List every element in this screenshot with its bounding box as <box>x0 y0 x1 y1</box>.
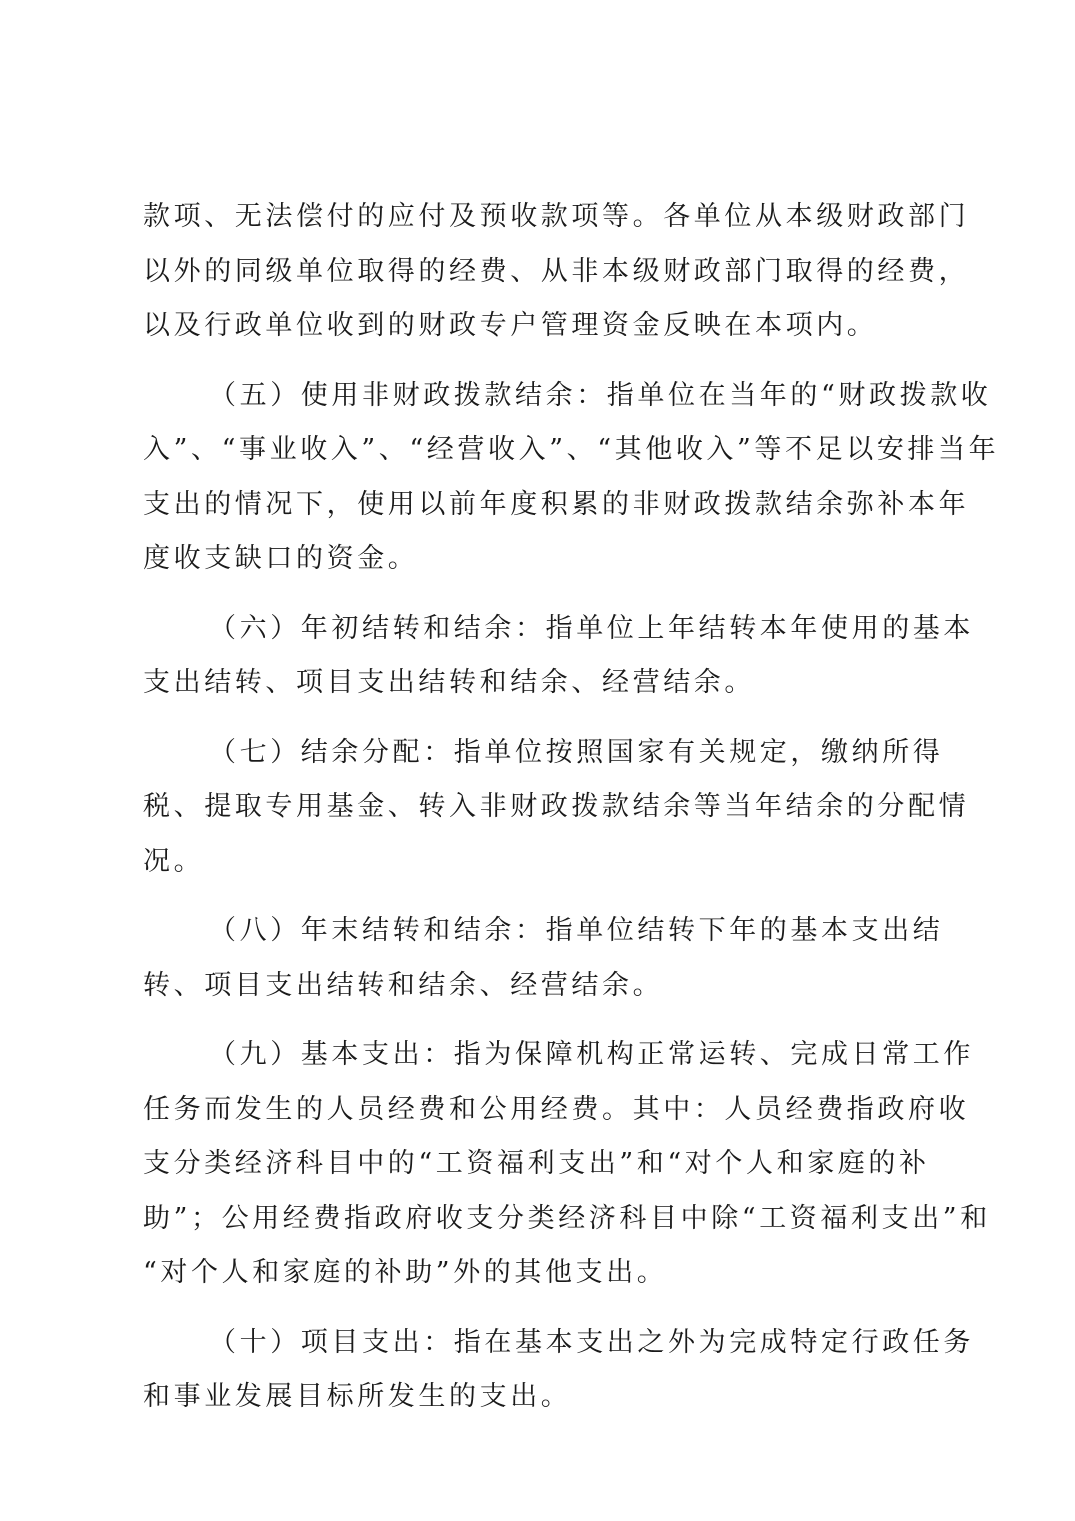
paragraph-7 <box>143 726 970 890</box>
text-line: （六）年初结转和结余：指单位上年结转本年使用的基本 <box>209 612 974 644</box>
text-line: “对个人和家庭的补助”外的其他支出。 <box>143 1257 668 1288</box>
text-line: 况。 <box>143 845 205 877</box>
text-line: 税、提取专用基金、转入非财政拨款结余等当年结余的分配情 <box>143 791 970 822</box>
text-line: （十）项目支出：指在基本支出之外为完成特定行政任务 <box>209 1326 974 1358</box>
text-line: 支分类经济科目中的“工资福利支出”和“对个人和家庭的补 <box>143 1148 930 1179</box>
text-line: 助”；公用经费指政府收支分类经济科目中除“工资福利支出”和 <box>143 1202 991 1234</box>
text-line: 款项、无法偿付的应付及预收款项等。各单位从本级财政部门 <box>143 201 970 232</box>
document-body <box>143 190 1000 1425</box>
paragraph-5 <box>143 369 1000 587</box>
text-line: （八）年末结转和结余：指单位结转下年的基本支出结 <box>209 915 944 946</box>
text-line: 以外的同级单位取得的经费、从非本级财政部门取得的经费， <box>143 255 970 287</box>
paragraph-9 <box>143 1028 991 1301</box>
text-line: （九）基本支出：指为保障机构正常运转、完成日常工作 <box>209 1039 974 1070</box>
text-line: （五）使用非财政拨款结余：指单位在当年的“财政拨款收 <box>209 379 992 411</box>
text-line: 转、项目支出结转和结余、经营结余。 <box>143 969 664 1001</box>
paragraph-10 <box>143 1316 974 1425</box>
paragraph-8 <box>143 904 943 1013</box>
text-line: 度收支缺口的资金。 <box>143 543 419 574</box>
paragraph-continuation <box>143 190 970 354</box>
text-line: 和事业发展目标所发生的支出。 <box>143 1381 572 1412</box>
text-line: 以及行政单位收到的财政专户管理资金反映在本项内。 <box>143 310 878 341</box>
text-line: 支出结转、项目支出结转和结余、经营结余。 <box>143 667 755 698</box>
paragraph-6 <box>143 602 974 711</box>
text-line: （七）结余分配：指单位按照国家有关规定，缴纳所得 <box>209 736 944 768</box>
text-line: 入”、“事业收入”、“经营收入”、“其他收入”等不足以安排当年 <box>143 434 1000 465</box>
text-line: 任务而发生的人员经费和公用经费。其中：人员经费指政府收 <box>143 1093 970 1125</box>
text-line: 支出的情况下，使用以前年度积累的非财政拨款结余弥补本年 <box>143 488 970 520</box>
